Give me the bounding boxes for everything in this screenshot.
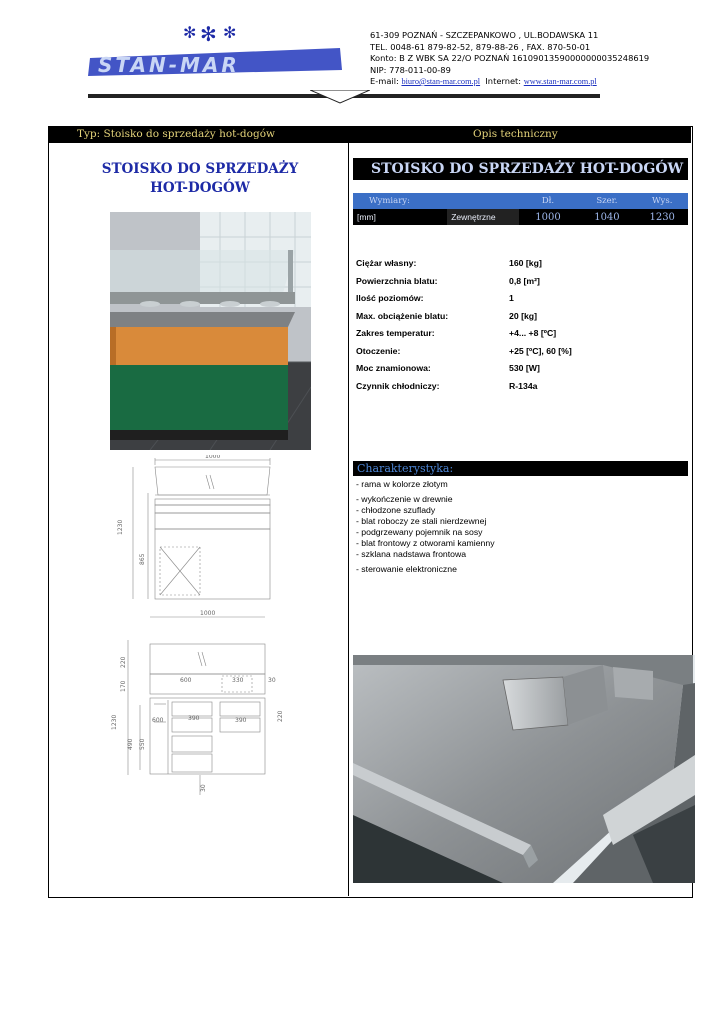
list-item: - wykończenie w drewnie bbox=[356, 494, 453, 504]
svg-text:1000: 1000 bbox=[205, 455, 221, 460]
svg-text:STAN-MAR: STAN-MAR bbox=[98, 53, 240, 77]
internet-label: Internet: bbox=[485, 76, 524, 86]
svg-text:550: 550 bbox=[139, 738, 146, 750]
svg-text:220: 220 bbox=[277, 710, 284, 722]
email-link[interactable]: biuro@stan-mar.com.pl bbox=[401, 77, 481, 86]
height-header: Wys. bbox=[636, 193, 688, 209]
svg-text:✻: ✻ bbox=[200, 22, 217, 46]
svg-text:490: 490 bbox=[127, 738, 134, 750]
table-header bbox=[49, 127, 691, 143]
website-link[interactable]: www.stan-mar.com.pl bbox=[523, 77, 597, 86]
svg-text:170: 170 bbox=[120, 680, 127, 692]
address: 61-309 POZNAŃ - SZCZEPANKOWO , UL.BODAWSKA 11 bbox=[370, 30, 599, 40]
bank-account: Konto: B Z WBK SA 22/O POZNAŃ 16109013590000000035248619 bbox=[370, 53, 650, 63]
svg-text:✻: ✻ bbox=[223, 23, 237, 42]
list-item: - chłodzone szuflady bbox=[356, 505, 436, 515]
list-item: - szklana nadstawa frontowa bbox=[356, 549, 467, 559]
svg-text:220: 220 bbox=[120, 656, 127, 668]
height-value: 1230 bbox=[636, 209, 688, 225]
description-header: Opis techniczny bbox=[473, 128, 558, 140]
characteristics-header: Charakterystyka: bbox=[353, 461, 688, 476]
svg-text:1230: 1230 bbox=[117, 519, 124, 535]
length-value: 1000 bbox=[519, 209, 578, 225]
dimensions-row bbox=[353, 209, 688, 225]
list-item: - blat frontowy z otworami kamienny bbox=[356, 538, 495, 548]
svg-text:30: 30 bbox=[268, 677, 276, 684]
product-title-right: STOISKO DO SPRZEDAŻY HOT-DOGÓW bbox=[353, 158, 688, 180]
svg-text:1000: 1000 bbox=[200, 610, 216, 617]
width-header: Szer. bbox=[577, 193, 636, 209]
svg-text:330: 330 bbox=[232, 677, 244, 684]
rule-arrow-icon bbox=[310, 90, 370, 104]
technical-drawing-section bbox=[110, 610, 290, 805]
contact-info bbox=[370, 30, 649, 88]
svg-text:1230: 1230 bbox=[111, 714, 118, 730]
svg-text:390: 390 bbox=[235, 717, 247, 724]
unit-cell: [mm] bbox=[353, 209, 447, 225]
svg-text:✻: ✻ bbox=[183, 23, 197, 42]
type-header: Typ: Stoisko do sprzedaży hot-dogów bbox=[77, 128, 275, 140]
svg-text:865: 865 bbox=[139, 553, 146, 565]
product-photo bbox=[110, 212, 311, 450]
dimensions-label: Wymiary: bbox=[353, 193, 447, 209]
width-value: 1040 bbox=[577, 209, 636, 225]
list-item: - blat roboczy ze stali nierdzewnej bbox=[356, 516, 487, 526]
technical-drawing-front bbox=[110, 455, 290, 605]
svg-text:390: 390 bbox=[188, 715, 200, 722]
nip: NIP: 778-011-00-89 bbox=[370, 64, 451, 75]
list-item: - sterowanie elektroniczne bbox=[356, 564, 457, 574]
row-label-cell: Zewnętrzne bbox=[447, 209, 518, 225]
email-label: E-mail: bbox=[370, 76, 402, 86]
list-item: - podgrzewany pojemnik na sosy bbox=[356, 527, 483, 537]
svg-text:30: 30 bbox=[200, 784, 207, 792]
svg-text:600: 600 bbox=[152, 717, 164, 724]
phone: TEL. 0048-61 879-82-52, 879-88-26 , FAX. 870-50-01 bbox=[370, 41, 591, 52]
worktop-photo bbox=[353, 655, 695, 883]
column-divider bbox=[348, 143, 349, 896]
characteristics-list bbox=[356, 479, 495, 575]
product-title-left: STOISKO DO SPRZEDAŻY HOT-DOGÓW bbox=[101, 161, 299, 196]
dimensions-table bbox=[353, 193, 688, 225]
list-item: - rama w kolorze złotym bbox=[356, 479, 448, 489]
length-header: Dł. bbox=[519, 193, 578, 209]
dimensions-header-row bbox=[353, 193, 688, 209]
company-logo bbox=[80, 18, 350, 80]
svg-text:600: 600 bbox=[180, 677, 192, 684]
